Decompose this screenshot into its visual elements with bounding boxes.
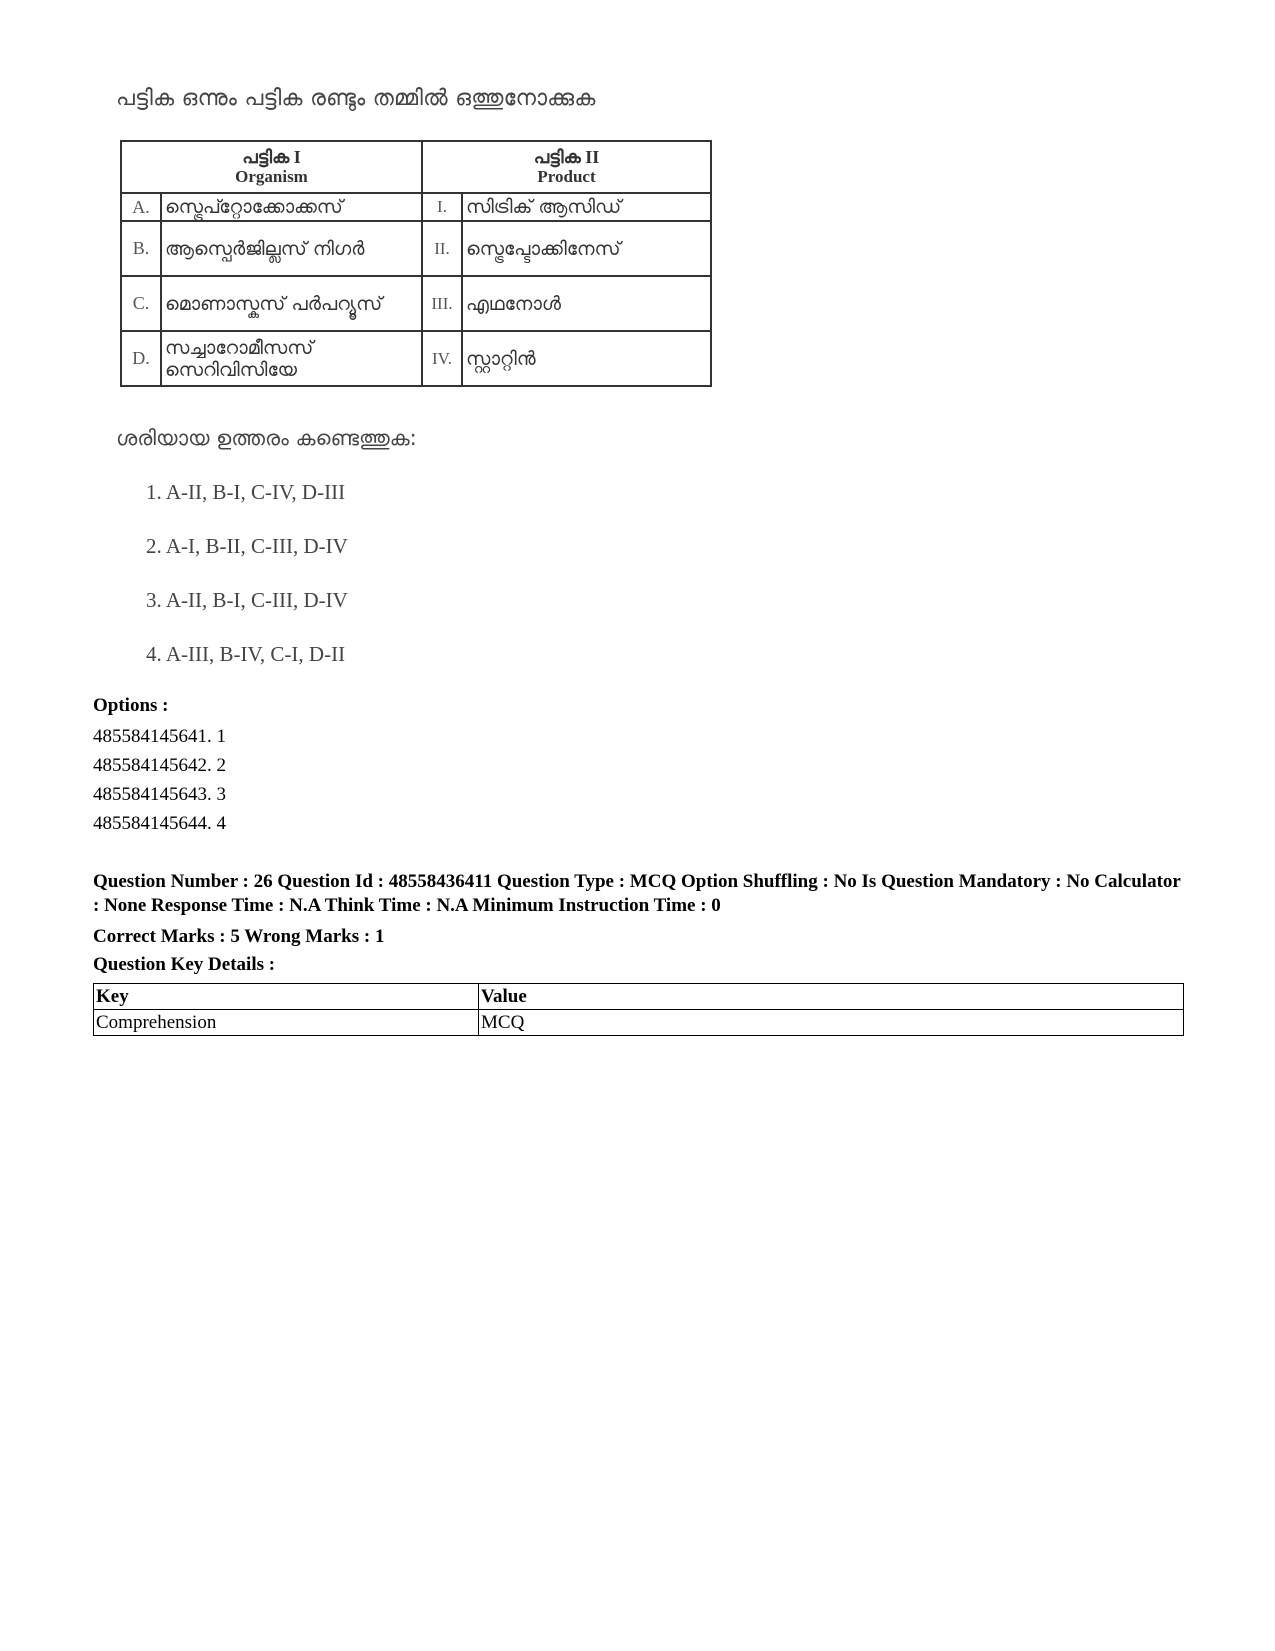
row-roman: IV. xyxy=(422,331,462,386)
value-cell: MCQ xyxy=(479,1010,1184,1036)
row-letter: D. xyxy=(121,331,161,386)
choice-item: 1. A-II, B-I, C-IV, D-III xyxy=(146,480,346,504)
column-1-title: പട്ടിക I xyxy=(242,147,301,167)
choice-item: 3. A-II, B-I, C-III, D-IV xyxy=(146,588,348,612)
column-1-subtitle: Organism xyxy=(235,167,308,186)
table-row xyxy=(94,1010,1184,1036)
table-row xyxy=(121,221,711,276)
key-cell: Comprehension xyxy=(94,1010,479,1036)
options-label: Options : xyxy=(93,695,169,716)
option-item: 485584145641. 1 xyxy=(93,726,226,747)
organism-cell: സച്ചാറോമീസസ് സെറിവിസിയേ xyxy=(161,331,422,386)
organism-cell: സ്ട്രെപ്റ്റോക്കോക്കസ് xyxy=(161,193,422,221)
row-roman: I. xyxy=(422,193,462,221)
marks-info: Correct Marks : 5 Wrong Marks : 1 xyxy=(93,926,385,947)
options-list xyxy=(93,722,226,838)
column-2-title: പട്ടിക II xyxy=(533,147,600,167)
product-cell: സ്ട്രെപ്ടോക്കിനേസ് xyxy=(462,221,711,276)
column-2-subtitle: Product xyxy=(537,167,596,186)
key-details-label: Question Key Details : xyxy=(93,954,276,975)
row-roman: II. xyxy=(422,221,462,276)
organism-cell: മൊണാസ്കസ് പർപറ്യൂസ് xyxy=(161,276,422,331)
question-image xyxy=(100,70,740,680)
option-item: 485584145643. 3 xyxy=(93,784,226,805)
column-1-header xyxy=(121,141,422,193)
match-table xyxy=(120,140,712,387)
row-letter: C. xyxy=(121,276,161,331)
question-choices xyxy=(146,480,348,696)
table-row xyxy=(121,193,711,221)
product-cell: സിട്രിക് ആസിഡ് xyxy=(462,193,711,221)
choice-item: 2. A-I, B-II, C-III, D-IV xyxy=(146,534,348,558)
product-cell: എഥനോൾ xyxy=(462,276,711,331)
match-table-header xyxy=(121,141,711,193)
question-meta: Question Number : 26 Question Id : 48558436411 Question Type : MCQ Option Shuffling : No Is Question Mandatory : No Calculator : None Response Time : N.A Think Time : N.A Minimum Instruction Time : 0 xyxy=(93,871,1181,916)
row-roman: III. xyxy=(422,276,462,331)
row-letter: A. xyxy=(121,193,161,221)
value-header: Value xyxy=(479,984,1184,1010)
question-heading: പട്ടിക ഒന്നും പട്ടിക രണ്ടും തമ്മിൽ ഒത്തുനോക്കുക xyxy=(116,86,596,111)
choice-item: 4. A-III, B-IV, C-I, D-II xyxy=(146,642,346,666)
key-header: Key xyxy=(94,984,479,1010)
table-row xyxy=(121,331,711,386)
question-prompt: ശരിയായ ഉത്തരം കണ്ടെത്തുക: xyxy=(116,426,417,450)
table-row xyxy=(121,276,711,331)
row-letter: B. xyxy=(121,221,161,276)
key-details-table xyxy=(93,983,1184,1036)
organism-cell: ആസ്പെർജില്ലസ് നിഗർ xyxy=(161,221,422,276)
option-item: 485584145644. 4 xyxy=(93,813,226,834)
product-cell: സ്റ്റാറ്റിൻ xyxy=(462,331,711,386)
column-2-header xyxy=(422,141,711,193)
key-table-header xyxy=(94,984,1184,1010)
option-item: 485584145642. 2 xyxy=(93,755,226,776)
